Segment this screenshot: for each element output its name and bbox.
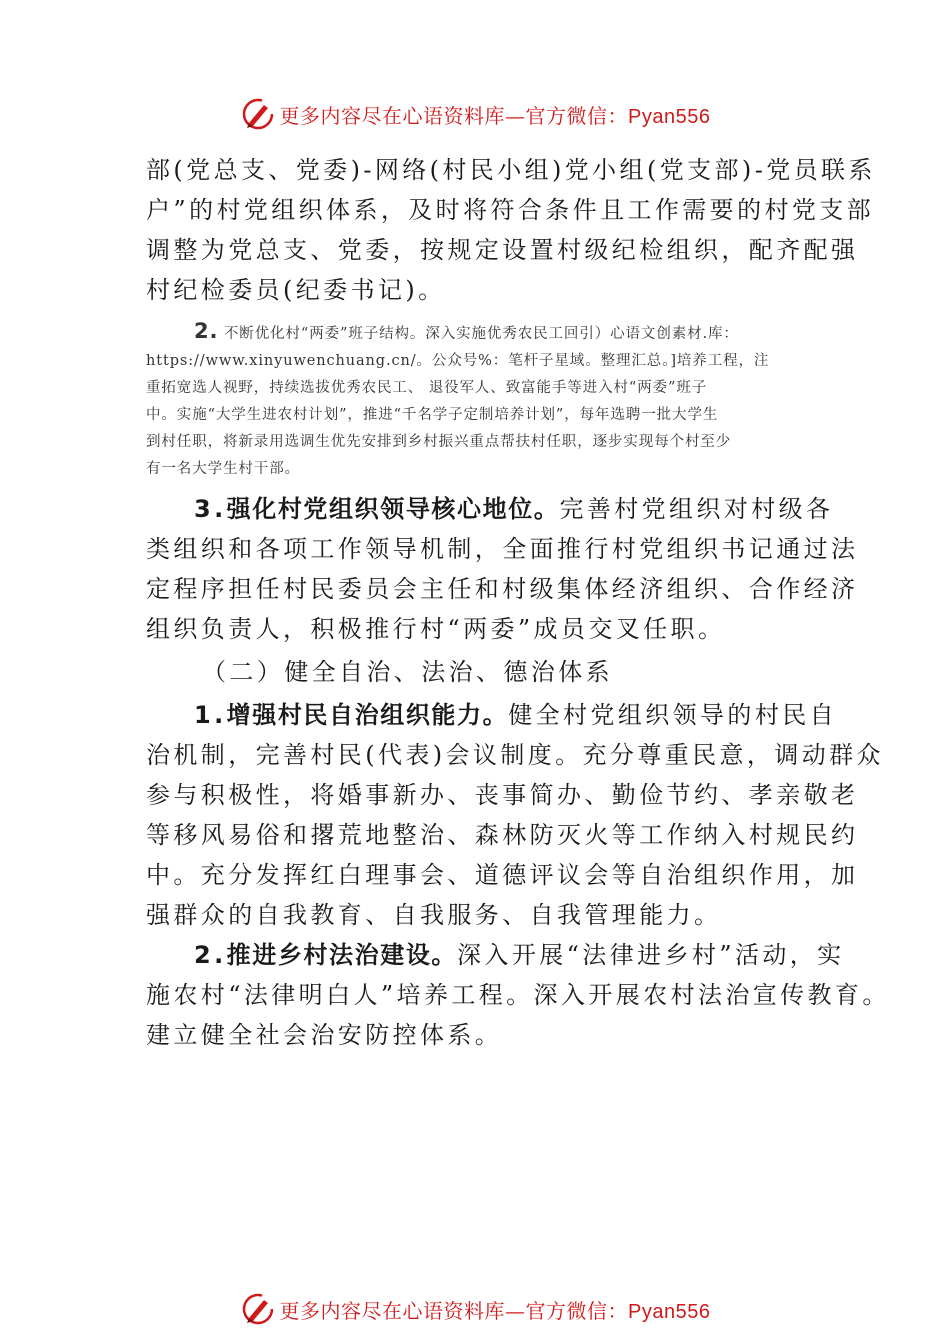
section-heading: （二）健全自治、法治、德治体系 [202,658,613,686]
item-title: 增强村民自治组织能力。 [226,701,509,729]
footer-banner-prefix: 更多内容尽在心语资料库— [279,1298,526,1323]
text-line: 等移风易俗和撂荒地整治、森林防灭火等工作纳入村规民约 [146,821,859,849]
text-line: 户”的村党组织体系，及时将符合条件且工作需要的村党支部 [146,196,875,224]
item-text: 完善村党组织对村级各 [559,495,834,523]
item-title: 强化村党组织领导核心地位。 [226,495,560,523]
item-text: 健全村党组织领导的村民自 [508,701,838,729]
text-line: 有一名大学生村干部。 [146,461,300,477]
text-line: 组织负责人，积极推行村“两委”成员交叉任职。 [146,615,726,643]
item-number: 3. [194,495,227,523]
text-line [146,489,834,529]
footer-banner-text [280,1295,711,1324]
header-banner-text [280,100,711,129]
text-line: 中。实施“大学生进农村计划”，推进“千名学子定制培养计划”，每年选聘一批大学生 [146,407,719,423]
text-line: 到村任职，将新录用选调生优先安排到乡村振兴重点帮扶村任职，逐步实现每个村至少 [146,434,732,450]
paragraph-rule-of-law [146,935,890,1055]
header-banner-middle: 官方微信： [525,103,629,128]
paragraph-leadership-core [146,489,859,649]
text-line [146,695,838,735]
text-line: 建立健全社会治安防控体系。 [146,1021,503,1049]
header-wechat-id: Pyan556 [628,105,711,128]
pen-logo-icon [240,96,276,132]
item-number: 2. [194,319,219,343]
header-banner [0,94,950,134]
text-line: 中。充分发挥红白理事会、道德评议会等自治组织作用，加 [146,861,859,889]
item-text: 不断优化村“两委”班子结构。深入实施优秀农民工回引）心语文创素材.库： [218,326,739,342]
item-text: 深入开展“法律进乡村”活动，实 [457,941,845,969]
text-line: 村纪检委员(纪委书记)。 [146,276,446,304]
footer-banner-middle: 官方微信： [525,1298,629,1323]
footer-banner [0,1289,950,1329]
text-line: https://www.xinyuwenchuang.cn/。公众号%：笔杆子星域。整理汇总。]培养工程，注 [146,353,770,369]
text-line: 治机制，完善村民(代表)会议制度。充分尊重民意，调动群众 [146,741,884,769]
item-title: 推进乡村法治建设。 [226,941,458,969]
paragraph-party-system [146,150,876,310]
item-number: 2. [194,941,227,969]
footer-wechat-id: Pyan556 [628,1300,711,1323]
text-line [146,935,845,975]
paragraph-self-governance [146,695,884,935]
text-line: 重拓宽选人视野，持续选拔优秀农民工、 退役军人、致富能手等进入村“两委”班子 [146,380,708,396]
paragraph-optimize-committee [146,318,808,483]
text-line: 参与积极性，将婚事新办、丧事简办、勤俭节约、孝亲敬老 [146,781,859,809]
pen-logo-icon [240,1291,276,1327]
header-banner-prefix: 更多内容尽在心语资料库— [279,103,526,128]
text-line: 部(党总支、党委)-网络(村民小组)党小组(党支部)-党员联系 [146,156,876,184]
text-line: 强群众的自我教育、自我服务、自我管理能力。 [146,901,722,929]
text-line: 施农村“法律明白人”培养工程。深入开展农村法治宣传教育。 [146,981,890,1009]
item-number: 1. [194,701,227,729]
text-line: 类组织和各项工作领导机制，全面推行村党组织书记通过法 [146,535,859,563]
document-body [146,150,890,1055]
text-line: 调整为党总支、党委，按规定设置村级纪检组织，配齐配强 [146,236,859,264]
text-line [146,318,808,348]
text-line: 定程序担任村民委员会主任和村级集体经济组织、合作经济 [146,575,859,603]
